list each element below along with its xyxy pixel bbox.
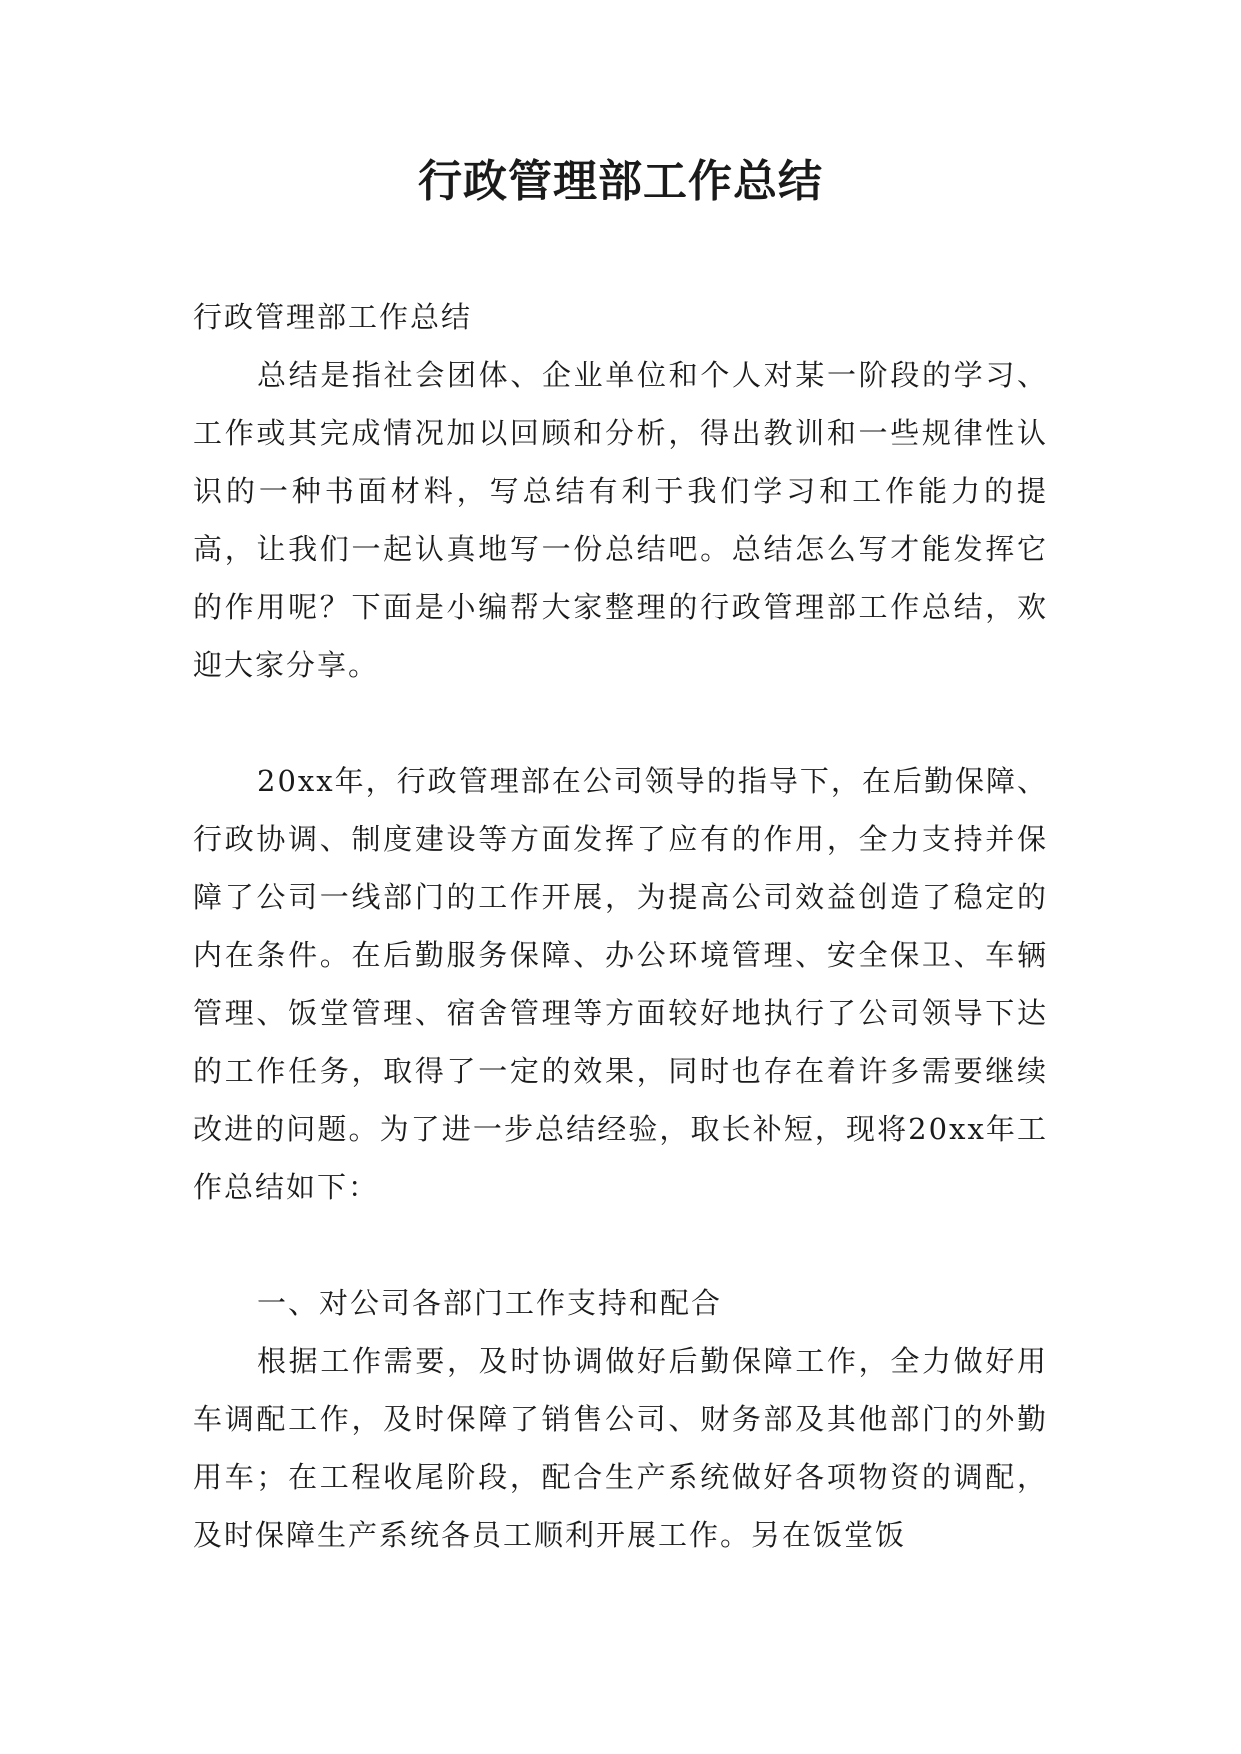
paragraph-spacer [193,694,1048,752]
document-title: 行政管理部工作总结 [418,156,823,207]
document-body [193,288,1048,1564]
paragraph-intro: 总结是指社会团体、企业单位和个人对某一阶段的学习、工作或其完成情况加以回顾和分析，得出教训和一些规律性认识的一种书面材料，写总结有利于我们学习和工作能力的提高，让我们一起认真地写一份总结吧。总结怎么写才能发挥它的作用呢？下面是小编帮大家整理的行政管理部工作总结，欢迎大家分享。 [193,358,1048,682]
paragraph-section-one: 根据工作需要，及时协调做好后勤保障工作，全力做好用车调配工作，及时保障了销售公司、财务部及其他部门的外勤用车；在工程收尾阶段，配合生产系统做好各项物资的调配，及时保障生产系统各员工顺利开展工作。另在饭堂饭 [193,1344,1048,1552]
paragraph-overview: 20xx年，行政管理部在公司领导的指导下，在后勤保障、行政协调、制度建设等方面发挥了应有的作用，全力支持并保障了公司一线部门的工作开展，为提高公司效益创造了稳定的内在条件。在后勤服务保障、办公环境管理、安全保卫、车辆管理、饭堂管理、宿舍管理等方面较好地执行了公司领导下达的工作任务，取得了一定的效果，同时也存在着许多需要继续改进的问题。为了进一步总结经验，取长补短，现将20xx年工作总结如下： [193,764,1048,1204]
document-subtitle: 行政管理部工作总结 [193,300,473,334]
section-heading: 一、对公司各部门工作支持和配合 [257,1286,723,1320]
paragraph-spacer [193,1216,1048,1274]
